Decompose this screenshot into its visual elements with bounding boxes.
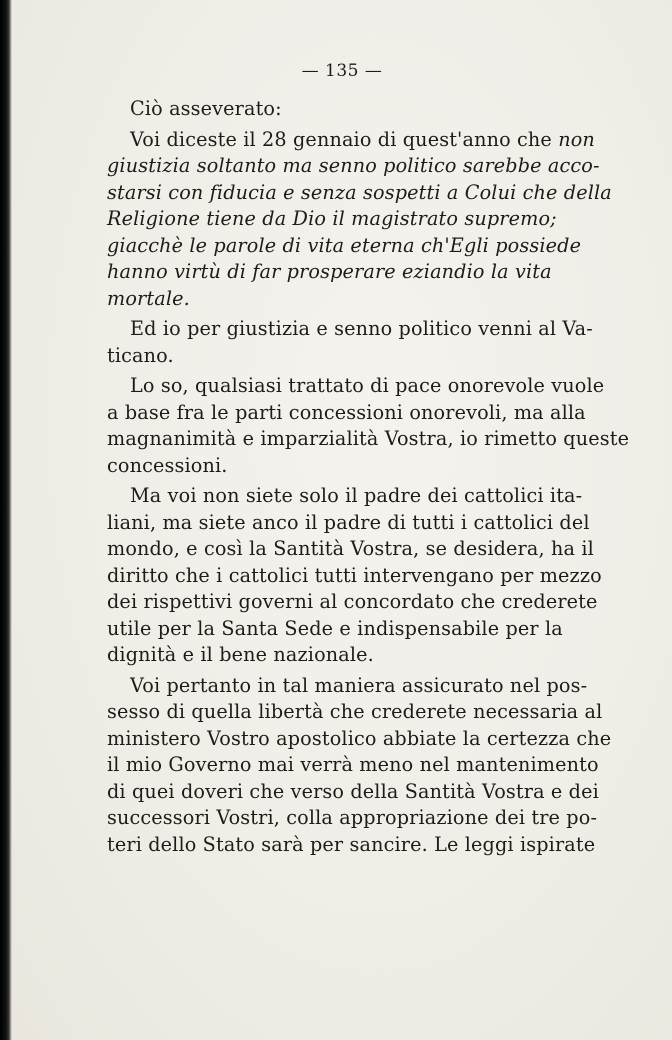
book-page	[107, 58, 630, 858]
page-number: — 135 —	[301, 61, 383, 81]
text-line: teri dello Stato sarà per sancire. Le leggi ispirate	[107, 832, 596, 856]
text-line: Lo so, qualsiasi trattato di pace onorevole vuole	[130, 374, 605, 397]
text-line	[107, 286, 537, 313]
italic-text: starsi con fiducia e senza sospetti a Colui che della	[107, 180, 612, 204]
paragraph	[107, 316, 593, 369]
italic-text: giacchè le parole di vita eterna ch'Egli possiede	[107, 233, 582, 257]
italic-text: mortale.	[107, 286, 190, 310]
italic-text: non	[558, 127, 595, 151]
text-line: utile per la Santa Sede e indispensabile per la	[107, 616, 563, 640]
italic-text: hanno virtù di far prosperare eziandio la vita	[107, 260, 552, 283]
text-line: Ma voi non siete solo il padre dei cattolici ita-	[130, 484, 583, 507]
text-line: sesso di quella libertà che crederete necessaria al	[107, 700, 603, 723]
text-line: ministero Vostro apostolico abbiate la certezza che	[107, 726, 612, 750]
text-line	[107, 180, 612, 207]
text-line: Voi pertanto in tal maniera assicurato nel pos-	[130, 673, 588, 697]
text-line: a base fra le parti concessioni onorevoli, ma alla	[107, 400, 586, 424]
text-line	[107, 153, 600, 180]
italic-text: Religione tiene da Dio il magistrato supremo;	[107, 207, 557, 230]
text-line: successori Vostri, colla appropriazione dei tre po-	[107, 806, 598, 829]
text-line	[107, 259, 552, 286]
text-line: il mio Governo mai verrà meno nel mantenimento	[107, 753, 599, 776]
body-text	[107, 96, 630, 858]
scan-binding-edge	[0, 0, 12, 1040]
italic-text: giustizia soltanto ma senno politico sarebbe acco-	[107, 154, 600, 177]
text-line: concessioni.	[107, 453, 228, 477]
text-line: diritto che i cattolici tutti intervengano per mezzo	[107, 563, 602, 587]
text-line: mondo, e così la Santità Vostra, se desidera, ha il	[107, 537, 594, 560]
text-line: dignità e il bene nazionale.	[107, 643, 374, 666]
paragraph	[107, 96, 537, 123]
paragraph	[107, 673, 612, 859]
paragraph	[107, 373, 630, 479]
text-line	[107, 206, 557, 233]
paragraph	[107, 127, 612, 313]
roman-text: Voi diceste il 28 gennaio di quest'anno che	[130, 127, 559, 151]
text-line: Ed io per giustizia e senno politico venni al Va-	[130, 317, 593, 340]
text-line: dei rispettivi governi al concordato che crederete	[107, 590, 598, 613]
text-line: liani, ma siete anco il padre di tutti i cattolici del	[107, 510, 590, 534]
text-line: magnanimità e imparzialità Vostra, io rimetto queste	[107, 427, 630, 450]
text-line	[107, 127, 595, 154]
text-line: ticano.	[107, 343, 174, 367]
text-line	[107, 233, 582, 260]
text-line: Ciò asseverato:	[130, 97, 282, 120]
paragraph	[107, 483, 602, 669]
text-line: di quei doveri che verso della Santità Vostra e dei	[107, 779, 599, 803]
